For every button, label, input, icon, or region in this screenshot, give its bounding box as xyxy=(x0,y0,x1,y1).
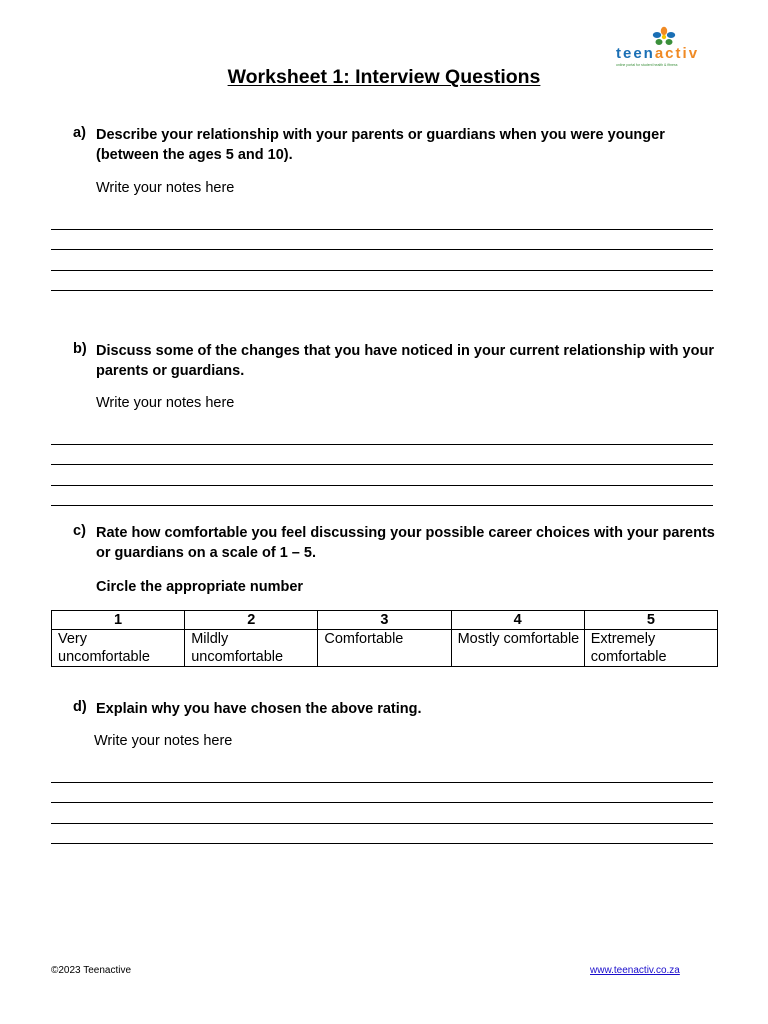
rating-description-3: Comfortable xyxy=(318,630,451,667)
question-d-text: Explain why you have chosen the above rating. xyxy=(96,701,422,717)
logo-wordmark: teenactiv xyxy=(616,45,700,62)
answer-line[interactable] xyxy=(51,464,713,465)
question-a-text: Describe your relationship with your parents or guardians when you were younger (between the ages 5 and 10). xyxy=(96,127,665,163)
page-title: Worksheet 1: Interview Questions xyxy=(227,66,541,88)
rating-number-3[interactable]: 3 xyxy=(318,611,451,630)
answer-line[interactable] xyxy=(51,485,713,486)
answer-line[interactable] xyxy=(51,249,713,250)
answer-line[interactable] xyxy=(51,843,713,844)
footer-copyright: ©2023 Teenactive xyxy=(51,965,132,976)
answer-line[interactable] xyxy=(51,290,713,291)
rating-number-1[interactable]: 1 xyxy=(52,611,185,630)
question-b-text: Discuss some of the changes that you have noticed in your current relationship with your parents or guardians. xyxy=(96,343,714,379)
question-c-text: Rate how comfortable you feel discussing your possible career choices with your parents or guardians on a scale of 1 – 5. xyxy=(96,525,715,561)
question-b-notes-label: Write your notes here xyxy=(96,395,235,411)
rating-description-4: Mostly comfortable xyxy=(451,630,584,667)
answer-line[interactable] xyxy=(51,270,713,271)
teenactiv-logo xyxy=(612,26,718,68)
question-c-letter: c) xyxy=(73,523,86,539)
question-a-notes-label: Write your notes here xyxy=(96,180,235,196)
question-d-letter: d) xyxy=(73,699,87,715)
rating-number-5[interactable]: 5 xyxy=(584,611,717,630)
answer-line[interactable] xyxy=(51,782,713,783)
rating-description-row xyxy=(52,630,718,667)
footer-website-link[interactable]: www.teenactiv.co.za xyxy=(590,965,680,976)
rating-number-4[interactable]: 4 xyxy=(451,611,584,630)
answer-line[interactable] xyxy=(51,505,713,506)
rating-number-2[interactable]: 2 xyxy=(185,611,318,630)
rating-description-5: Extremely comfortable xyxy=(584,630,717,667)
answer-line[interactable] xyxy=(51,823,713,824)
rating-scale-table xyxy=(51,610,718,667)
question-b-letter: b) xyxy=(73,341,87,357)
rating-description-1: Very uncomfortable xyxy=(52,630,185,667)
question-d-notes-label: Write your notes here xyxy=(94,733,233,749)
question-c-instruction: Circle the appropriate number xyxy=(96,579,304,595)
question-a-letter: a) xyxy=(73,125,86,141)
rating-description-2: Mildly uncomfortable xyxy=(185,630,318,667)
answer-line[interactable] xyxy=(51,444,713,445)
logo-tagline: online portal for student health & fitness xyxy=(616,63,678,67)
answer-line[interactable] xyxy=(51,802,713,803)
answer-line[interactable] xyxy=(51,229,713,230)
rating-number-row xyxy=(52,611,718,630)
